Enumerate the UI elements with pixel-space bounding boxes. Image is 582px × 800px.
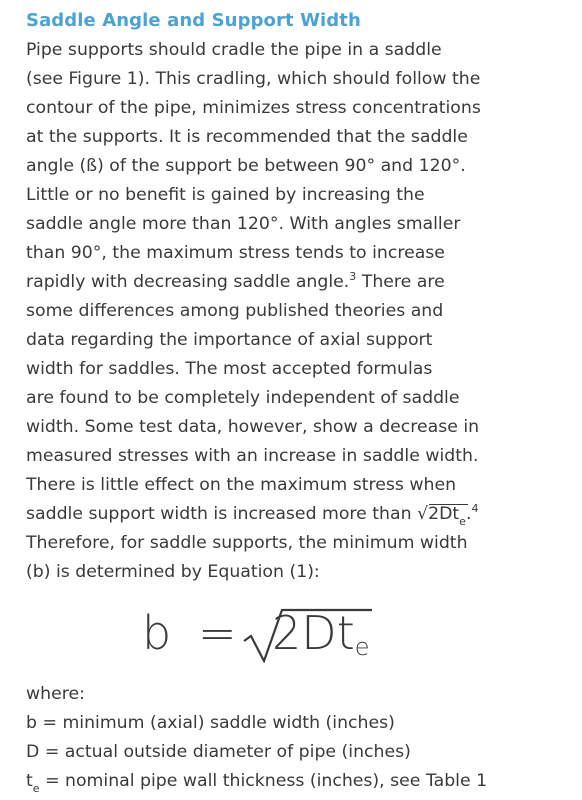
definition-text: = actual outside diameter of pipe (inches) bbox=[44, 742, 411, 762]
paragraph-line: at the supports. It is recommended that the saddle bbox=[26, 127, 468, 147]
definition-symbol: b bbox=[26, 713, 37, 733]
paragraph-line: measured stresses with an increase in saddle width. bbox=[26, 446, 479, 466]
equation-1 bbox=[142, 605, 442, 665]
paragraph-line: (see Figure 1). This cradling, which should follow the bbox=[26, 69, 481, 89]
paragraph-text: There are bbox=[361, 272, 445, 292]
paragraph-line: Therefore, for saddle supports, the minimum width bbox=[26, 533, 468, 553]
definition-item bbox=[26, 771, 487, 793]
paragraph-line: are found to be completely independent of saddle bbox=[26, 388, 460, 408]
radicand-text: 2Dt bbox=[272, 606, 355, 660]
paragraph-text: rapidly with decreasing saddle angle. bbox=[26, 272, 350, 292]
paragraph-line: width. Some test data, however, show a decrease in bbox=[26, 417, 480, 437]
paragraph-line: Little or no benefit is gained by increasing the bbox=[26, 185, 425, 205]
definition-symbol: t bbox=[26, 771, 33, 791]
equation-lhs: b bbox=[142, 606, 172, 660]
equation-radicand bbox=[272, 607, 370, 667]
radicand-subscript: e bbox=[354, 633, 370, 661]
definition-text: = nominal pipe wall thickness (inches), see Table 1 bbox=[45, 771, 488, 791]
paragraph-line: There is little effect on the maximum stress when bbox=[26, 475, 457, 495]
definition-subscript: e bbox=[32, 782, 40, 795]
section-heading: Saddle Angle and Support Width bbox=[26, 10, 361, 31]
paragraph-line: data regarding the importance of axial support bbox=[26, 330, 433, 350]
radical-overbar bbox=[429, 504, 468, 505]
inline-sqrt-formula bbox=[417, 504, 466, 526]
paragraph-text: saddle support width is increased more than bbox=[26, 504, 412, 524]
paragraph-line: width for saddles. The most accepted formulas bbox=[26, 359, 433, 379]
definition-item bbox=[26, 713, 395, 733]
paragraph-line: angle (ß) of the support be between 90° and 120°. bbox=[26, 156, 466, 176]
definition-text: = minimum (axial) saddle width (inches) bbox=[42, 713, 395, 733]
where-intro: where: bbox=[26, 684, 85, 704]
footnote-marker: 4 bbox=[471, 502, 479, 515]
paragraph-line: (b) is determined by Equation (1): bbox=[26, 562, 320, 582]
paragraph-line: saddle angle more than 120°. With angles smaller bbox=[26, 214, 461, 234]
radical-sign: √ bbox=[417, 504, 429, 524]
paragraph-line: some differences among published theories and bbox=[26, 301, 444, 321]
radicand: 2Dt bbox=[428, 504, 460, 524]
paragraph-line: Pipe supports should cradle the pipe in a saddle bbox=[26, 40, 442, 60]
formula-trailing-punctuation: . bbox=[465, 504, 472, 524]
definition-item bbox=[26, 742, 411, 762]
equation-equals-sign: = bbox=[198, 606, 237, 660]
paragraph-line: contour of the pipe, minimizes stress concentrations bbox=[26, 98, 481, 118]
paragraph-line-with-footnote bbox=[26, 272, 445, 294]
paragraph-line-with-formula bbox=[26, 504, 478, 526]
definition-symbol: D bbox=[26, 742, 40, 762]
footnote-marker: 3 bbox=[349, 270, 357, 283]
radicand-subscript: e bbox=[459, 515, 466, 528]
paragraph-line: than 90°, the maximum stress tends to increase bbox=[26, 243, 445, 263]
